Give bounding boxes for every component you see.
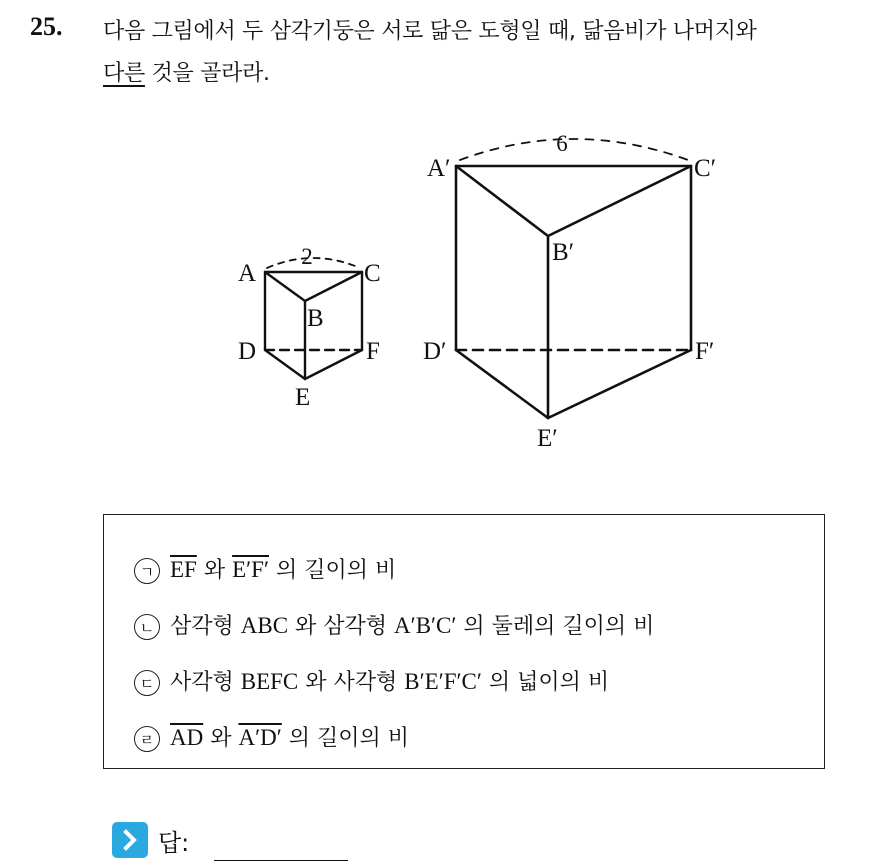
shape-name: B′E′F′C′ — [404, 669, 482, 694]
options-box — [103, 514, 825, 769]
label-B: B — [307, 305, 324, 332]
small-edge-ef — [305, 350, 362, 379]
option-marker: ㄷ — [134, 670, 160, 696]
large-edge-bc — [548, 166, 691, 236]
segment-label: E′F′ — [232, 557, 269, 582]
small-edge-bc — [305, 272, 362, 301]
large-prism — [456, 139, 691, 418]
large-dim-arc — [460, 139, 688, 160]
option-text: 사각형 — [170, 670, 241, 695]
option-text: 와 삼각형 — [288, 614, 395, 639]
option-text: 삼각형 — [170, 614, 241, 639]
option-text: 의 둘레의 길이의 비 — [456, 614, 655, 639]
shape-name: BEFC — [240, 669, 299, 694]
segment-label: $\overline{EF}$ — [170, 557, 197, 582]
chevron-right-icon — [112, 822, 148, 858]
question-text-rest: 것을 골라라. — [144, 61, 270, 86]
label-D-prime: D′ — [423, 338, 447, 365]
option-2 — [134, 609, 654, 640]
small-edge-de — [265, 350, 305, 379]
option-text: 와 — [196, 558, 233, 583]
option-marker: ㄱ — [134, 558, 160, 584]
option-marker: ㄹ — [134, 726, 160, 752]
option-marker: ㄴ — [134, 614, 160, 640]
option-1 — [134, 553, 396, 584]
label-B-prime: B′ — [552, 239, 575, 266]
label-F-prime: F′ — [695, 338, 715, 365]
label-D: D — [238, 338, 257, 365]
label-E-prime: E′ — [537, 425, 558, 452]
answer-row — [112, 822, 189, 858]
option-text: 의 넓이의 비 — [481, 670, 610, 695]
small-edge-ab — [265, 272, 305, 301]
option-3 — [134, 665, 609, 696]
segment-label: A′D′ — [238, 725, 282, 750]
question-text-line1: 다음 그림에서 두 삼각기둥은 서로 닮은 도형일 때, 닮음비가 나머지와 — [103, 19, 757, 44]
label-F: F — [366, 338, 380, 365]
large-dim-label: 6 — [556, 131, 568, 156]
option-4 — [134, 721, 409, 752]
large-edge-ef — [548, 350, 691, 418]
option-text: 와 — [203, 726, 239, 751]
answer-label: 답: — [158, 828, 190, 857]
question-number: 25. — [30, 12, 63, 41]
underlined-word: 다른 — [103, 61, 145, 86]
label-A-prime: A′ — [427, 155, 451, 182]
large-edge-ab — [456, 166, 548, 236]
option-text: 의 길이의 비 — [281, 726, 410, 751]
option-text: 의 길이의 비 — [269, 558, 397, 583]
large-edge-de — [456, 350, 548, 418]
shape-name: A′B′C′ — [394, 613, 457, 638]
label-E: E — [295, 384, 311, 411]
shape-name: ABC — [240, 613, 289, 638]
small-dim-arc — [267, 258, 360, 268]
label-C-prime: C′ — [694, 155, 717, 182]
label-C: C — [364, 260, 381, 287]
segment-label: $\overline{AD}$ — [170, 725, 204, 750]
small-dim-label: 2 — [301, 244, 313, 269]
option-text: 와 사각형 — [298, 670, 405, 695]
answer-input-line[interactable] — [214, 860, 348, 861]
label-A: A — [238, 260, 257, 287]
